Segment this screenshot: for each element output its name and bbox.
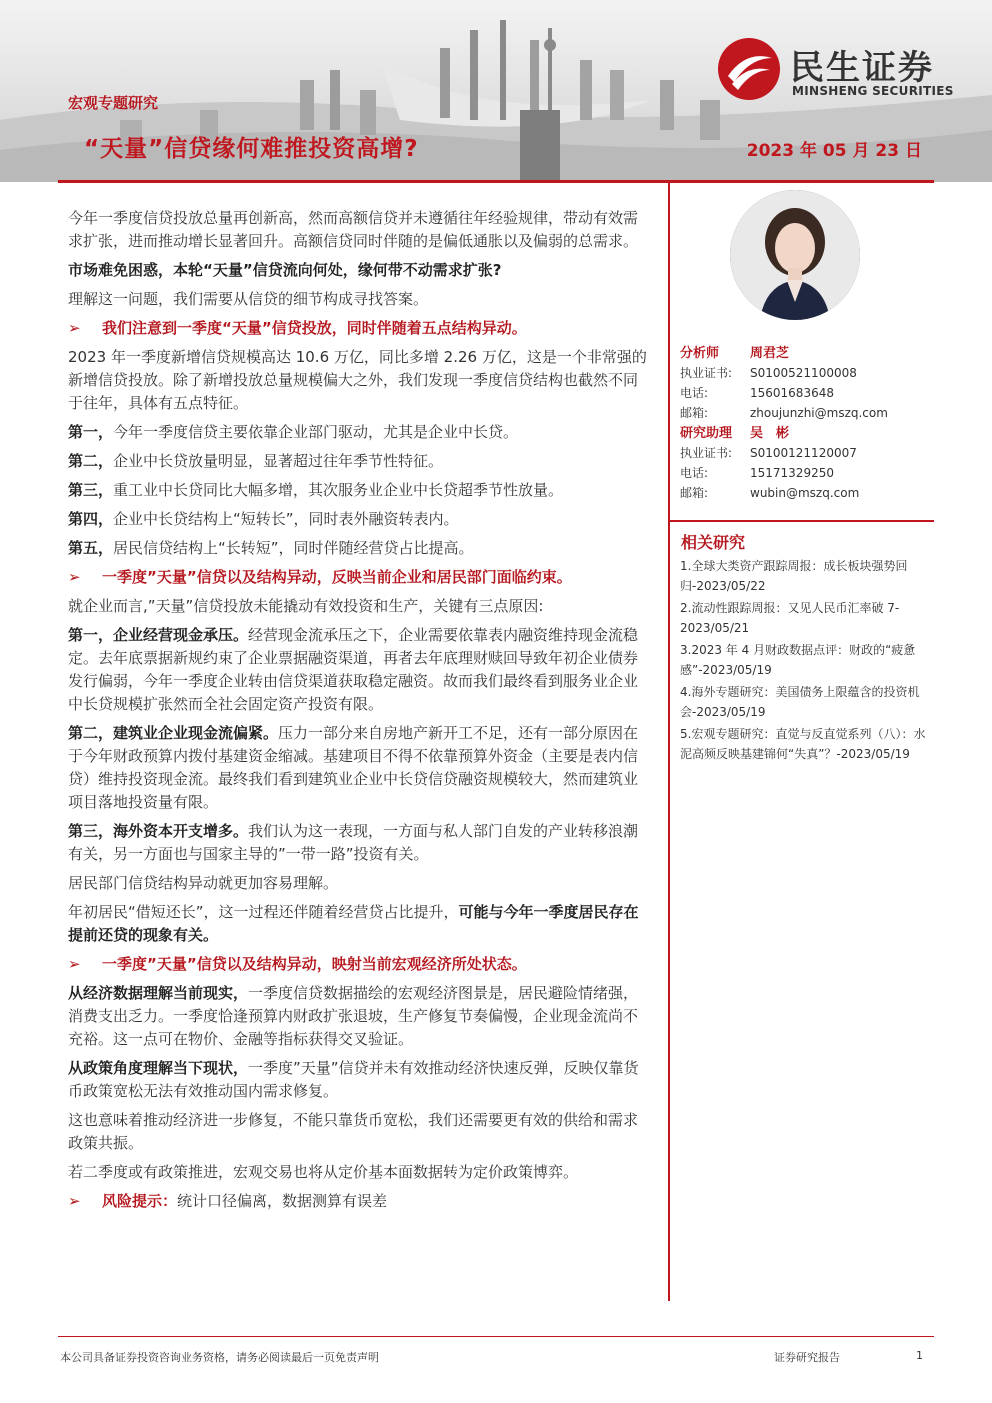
- analyst-2-cert: 执业证书: S0100121120007: [680, 446, 857, 460]
- header-banner: [0, 0, 992, 182]
- analyst-1-header: 分析师 周君芝: [680, 346, 790, 361]
- report-category: 宏观专题研究: [68, 94, 159, 112]
- page-number: 1: [916, 1349, 923, 1362]
- report-date: 2023 年 05 月 23 日: [746, 141, 922, 161]
- analyst-photo: [730, 190, 860, 320]
- related-item[interactable]: 5.宏观专题研究：直觉与反直觉系列（八）：水泥高频反映基建锦何“失真”？-2023/05/19: [680, 727, 926, 761]
- company-logo: [716, 36, 966, 106]
- footer-report-type: 证券研究报告: [774, 1351, 840, 1364]
- analyst-1-email: 邮箱: zhoujunzhi@mszq.com: [680, 406, 888, 420]
- reason-3: 第三，海外资本开支增多。我们认为这一表现，一方面与私人部门自发的产业转移浪潮有关，另一方面也与国家主导的”一带一路”投资有关。: [68, 822, 639, 863]
- analyst-name: 周君芝: [750, 346, 790, 361]
- enterprise-paragraph: 就企业而言,”天量”信贷投放未能撬动有效投资和生产，关键有三点原因:: [68, 597, 544, 615]
- header-divider: [58, 180, 934, 183]
- intro-paragraph: 今年一季度信贷投放总量再创新高，然而高额信贷并未遵循往年经验规律，带动有效需求扩张，进而推动增长显著回升。高额信贷同时伴随的是偏低通胀以及偏弱的总需求。: [68, 209, 639, 250]
- related-research-title: 相关研究: [681, 533, 746, 552]
- household-detail: 年初居民“借短还长”，这一过程还伴随着经营贷占比提升，可能与今年一季度居民存在提前还贷的现象有关。: [68, 903, 639, 944]
- economy-paragraph: 从经济数据理解当前现实，一季度信贷数据描绘的宏观经济图景是，居民避险情绪强，消费支出乏力。一季度恰逢预算内财政扩张退坡，生产修复节奏偏慢，企业现金流尚不充裕。这一点可在物价、金融等指标获得交叉验证。: [68, 984, 639, 1048]
- section-heading-3: ➢ 一季度”天量”信贷以及结构异动，映射当前宏观经济所处状态。: [68, 953, 650, 976]
- main-body: [68, 207, 650, 1219]
- household-paragraph: 居民部门信贷结构异动就更加容易理解。: [68, 874, 339, 892]
- credit-scale-paragraph: 2023 年一季度新增信贷规模高达 10.6 万亿，同比多增 2.26 万亿，这是一个非常强的新增信贷投放。除了新增投放总量规模偏大之外，我们发现一季度信贷结构也截然不同于往年，具体有五点特征。: [68, 348, 647, 412]
- feature-5: 第五，居民信贷结构上“长转短”，同时伴随经营贷占比提高。: [68, 539, 474, 557]
- feature-2: 第二，企业中长贷放量明显，显著超过往年季节性特征。: [68, 452, 444, 470]
- feature-4: 第四，企业中长贷结构上“短转长”，同时表外融资转表内。: [68, 510, 459, 528]
- analyst-2-header: 研究助理 吴 彬: [680, 426, 790, 441]
- sidebar-divider: [670, 520, 934, 522]
- approach-paragraph: 理解这一问题，我们需要从信贷的细节构成寻找答案。: [68, 290, 429, 308]
- implication-paragraph: 这也意味着推动经济进一步修复，不能只靠货币宽松，我们还需要更有效的供给和需求政策共振。: [68, 1111, 639, 1152]
- analyst-name: 吴 彬: [750, 426, 790, 441]
- analyst-info: [680, 343, 934, 503]
- footer-disclaimer: 本公司具备证券投资咨询业务资格，请务必阅读最后一页免责声明: [60, 1351, 379, 1364]
- analyst-2-phone: 电话: 15171329250: [680, 466, 834, 480]
- report-title: “天量”信贷缘何难推投资高增?: [84, 136, 419, 162]
- related-item[interactable]: 4.海外专题研究：美国债务上限蕴含的投资机会-2023/05/19: [680, 685, 920, 719]
- reason-2: 第二，建筑业企业现金流偏紧。压力一部分来自房地产新开工不足，还有一部分原因在于今年财政预算内拨付基建资金缩减。基建项目不得不依靠预算外资金（主要是表内信贷）维持投资现金流。最终我们看到建筑业企业中长贷信贷融资规模较大，然而建筑业项目落地投资量有限。: [68, 724, 639, 811]
- arrow-bullet-icon: ➢: [68, 955, 81, 973]
- outlook-paragraph: 若二季度或有政策推进，宏观交易也将从定价基本面数据转为定价政策博弈。: [68, 1163, 579, 1181]
- analyst-1-phone: 电话: 15601683648: [680, 386, 834, 400]
- arrow-bullet-icon: ➢: [68, 568, 81, 586]
- logo-english-name: MINSHENG SECURITIES: [792, 84, 954, 98]
- column-divider: [668, 183, 670, 1301]
- minsheng-logo-icon: [716, 36, 782, 102]
- analyst-1-cert: 执业证书: S0100521100008: [680, 366, 857, 380]
- analyst-portrait-image: [730, 190, 860, 320]
- related-research-list: [680, 556, 934, 766]
- feature-1: 第一，今年一季度信贷主要依靠企业部门驱动，尤其是企业中长贷。: [68, 423, 519, 441]
- section-heading-2: ➢ 一季度”天量”信贷以及结构异动，反映当前企业和居民部门面临约束。: [68, 566, 650, 589]
- related-item[interactable]: 3.2023 年 4 月财政数据点评：财政的“疲惫感”-2023/05/19: [680, 643, 916, 677]
- logo-chinese-name: 民生证券: [790, 48, 934, 88]
- risk-note: ➢ 风险提示：统计口径偏离，数据测算有误差: [68, 1190, 650, 1213]
- related-item[interactable]: 2.流动性跟踪周报：又见人民币汇率破 7-2023/05/21: [680, 601, 900, 635]
- arrow-bullet-icon: ➢: [68, 1192, 81, 1210]
- analyst-2-email: 邮箱: wubin@mszq.com: [680, 486, 860, 500]
- footer-divider: [58, 1336, 934, 1337]
- question-paragraph: 市场难免困惑，本轮“天量”信贷流向何处，缘何带不动需求扩张?: [68, 261, 502, 279]
- reason-1: 第一，企业经营现金承压。经营现金流承压之下，企业需要依靠表内融资维持现金流稳定。去年底票据新规约束了企业票据融资渠道，再者去年底理财赎回导致年初企业债券发行偏弱，今年一季度企业转由信贷渠道获取稳定融资。故而我们最终看到服务业企业中长贷规模扩张然而全社会固定资产投资有限。: [68, 626, 639, 713]
- section-heading-1: ➢ 我们注意到一季度“天量”信贷投放，同时伴随着五点结构异动。: [68, 317, 650, 340]
- feature-3: 第三，重工业中长贷同比大幅多增，其次服务业企业中长贷超季节性放量。: [68, 481, 564, 499]
- related-item[interactable]: 1.全球大类资产跟踪周报：成长板块强势回归-2023/05/22: [680, 559, 908, 593]
- policy-paragraph: 从政策角度理解当下现状，一季度”天量”信贷并未有效推动经济快速反弹，反映仅靠货币政策宽松无法有效推动国内需求修复。: [68, 1059, 639, 1100]
- arrow-bullet-icon: ➢: [68, 319, 81, 337]
